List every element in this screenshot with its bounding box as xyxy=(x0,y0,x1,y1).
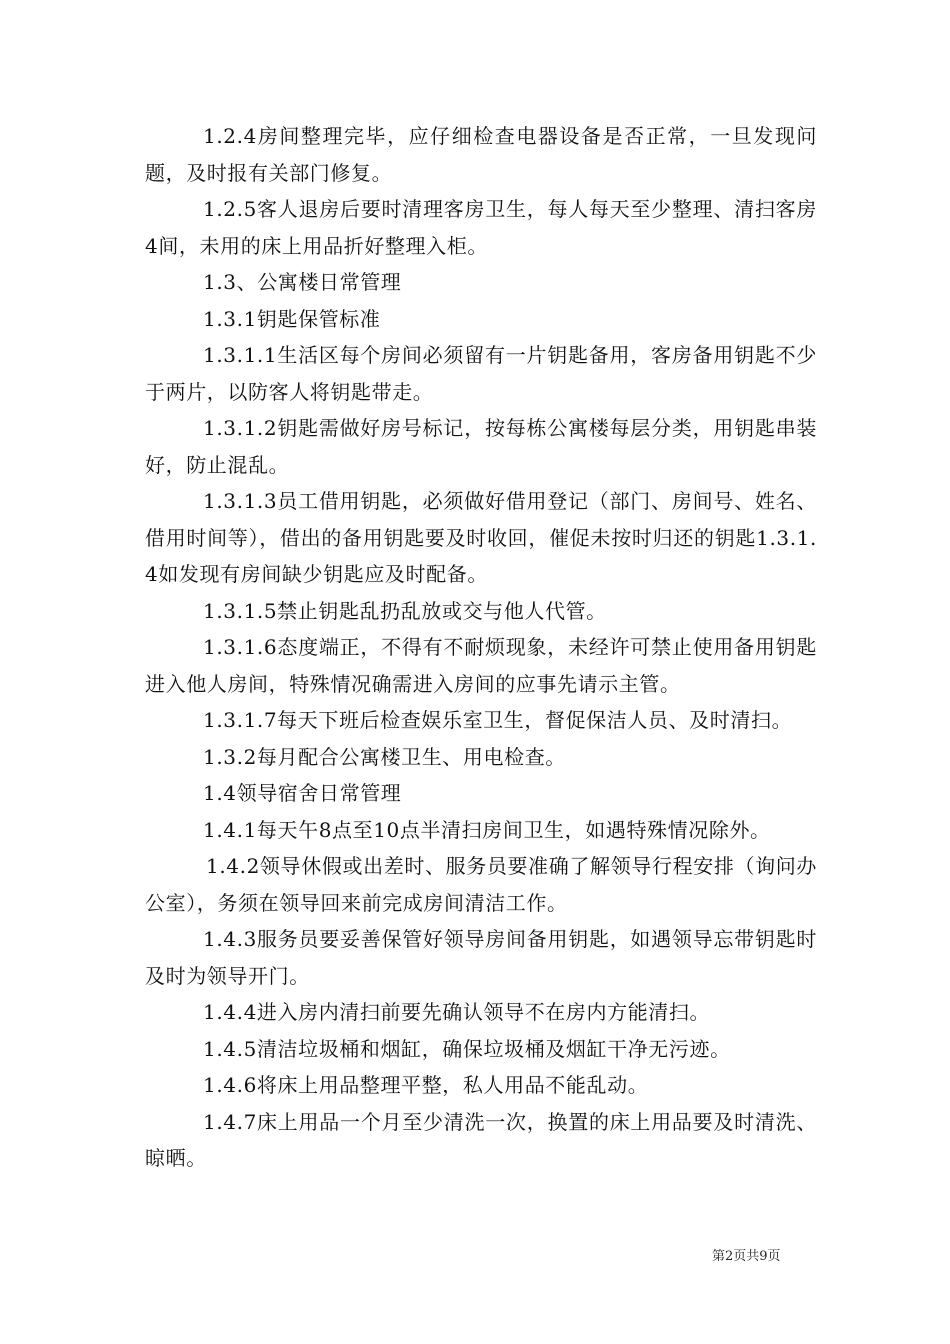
paragraph-1-2-4: 1.2.4房间整理完毕，应仔细检查电器设备是否正常，一旦发现问题，及时报有关部门修复。 xyxy=(145,124,817,185)
paragraph-1-4-5: 1.4.5清洁垃圾桶和烟缸，确保垃圾桶及烟缸干净无污迹。 xyxy=(203,1036,731,1061)
paragraph-1-3-2: 1.3.2每月配合公寓楼卫生、用电检查。 xyxy=(203,744,566,769)
heading-1-3-1: 1.3.1钥匙保管标准 xyxy=(203,306,381,331)
paragraph-1-3-1-1: 1.3.1.1生活区每个房间必须留有一片钥匙备用，客房备用钥匙不少于两片，以防客人将钥匙带走。 xyxy=(145,343,817,404)
paragraph-1-3-1-2: 1.3.1.2钥匙需做好房号标记，按每栋公寓楼每层分类，用钥匙串装好，防止混乱。 xyxy=(145,416,817,477)
document-body xyxy=(145,118,817,1177)
paragraph-1-3-1-7: 1.3.1.7每天下班后检查娱乐室卫生，督促保洁人员、及时清扫。 xyxy=(203,708,793,732)
paragraph-1-2-5: 1.2.5客人退房后要时清理客房卫生，每人每天至少整理、清扫客房4间，未用的床上用品折好整理入柜。 xyxy=(145,197,817,258)
page-number: 第2页共9页 xyxy=(712,1249,781,1264)
paragraph-1-3-1-3: 1.3.1.3员工借用钥匙，必须做好借用登记（部门、房间号、姓名、借用时间等），借出的备用钥匙要及时收回，催促未按时归还的钥匙1.3.1.4如发现有房间缺少钥匙应及时配备。 xyxy=(145,489,817,586)
paragraph-1-3-1-6: 1.3.1.6态度端正，不得有不耐烦现象，未经许可禁止使用备用钥匙进入他人房间，特殊情况确需进入房间的应事先请示主管。 xyxy=(145,635,817,696)
paragraph-1-4-7: 1.4.7床上用品一个月至少清洗一次，换置的床上用品要及时清洗、晾晒。 xyxy=(145,1109,817,1170)
paragraph-1-4-6: 1.4.6将床上用品整理平整，私人用品不能乱动。 xyxy=(203,1073,649,1097)
paragraph-1-4-3: 1.4.3服务员要妥善保管好领导房间备用钥匙，如遇领导忘带钥匙时及时为领导开门。 xyxy=(145,927,817,988)
paragraph-1-4-4: 1.4.4进入房内清扫前要先确认领导不在房内方能清扫。 xyxy=(203,1000,711,1024)
paragraph-1-4-1: 1.4.1每天午8点至10点半清扫房间卫生，如遇特殊情况除外。 xyxy=(203,817,771,842)
paragraph-1-4-2: 1.4.2领导休假或出差时、服务员要准确了解领导行程安排（询问办公室），务须在领导回来前完成房间清洁工作。 xyxy=(145,854,817,915)
heading-1-4: 1.4领导宿舍日常管理 xyxy=(203,781,402,805)
heading-1-3: 1.3、公寓楼日常管理 xyxy=(203,270,402,294)
paragraph-1-3-1-5: 1.3.1.5禁止钥匙乱扔乱放或交与他人代管。 xyxy=(203,598,607,623)
